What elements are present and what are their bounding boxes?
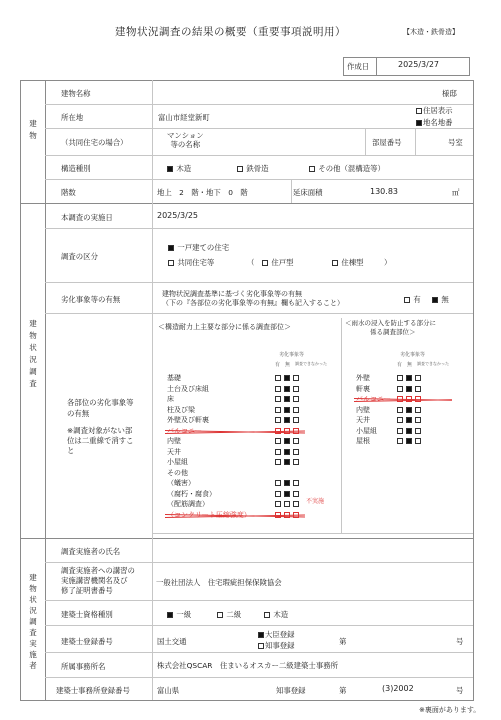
- structure-other-checkbox: [309, 166, 315, 172]
- structural-checkbox-unable: [293, 375, 299, 381]
- registration-dai: 第: [339, 637, 347, 646]
- rain-checkbox-yes: [397, 417, 403, 423]
- structural-item-label: 小屋組: [167, 458, 188, 466]
- structural-checkbox-unable: [293, 396, 299, 402]
- degradation-yes-checkbox: [404, 297, 410, 303]
- structural-checkbox-unable: [293, 491, 299, 497]
- registration-governor-option: 知事登録: [258, 640, 295, 651]
- license-wood-option: 木造: [264, 609, 288, 620]
- category-building-option: 住棟型: [332, 257, 364, 268]
- training-label: 調査実施者への講習の 実施講習機関名及び 修了証明書番号: [61, 566, 135, 595]
- rain-item-checkboxes: [397, 437, 424, 446]
- registration-label: 建築士登録番号: [61, 637, 113, 646]
- office-reg-pref: 富山県: [157, 686, 180, 695]
- room-number-suffix: 号室: [448, 138, 463, 147]
- degradation-yes-option: 有: [404, 294, 421, 305]
- structural-checkbox-no: [284, 438, 290, 444]
- document-title: 建物状況調査の結果の概要（重要事項説明用）: [115, 26, 346, 38]
- rain-col-group: 劣化事象等: [400, 352, 426, 358]
- address-lot-checkbox: [416, 120, 422, 126]
- structure-label: 構造種別: [61, 164, 91, 173]
- inspector-name-label: 調査実施者の氏名: [61, 547, 121, 556]
- building-name-suffix: 様邸: [442, 89, 457, 98]
- structural-item-label: 天井: [167, 447, 181, 456]
- structural-checkbox-unable: [293, 386, 299, 392]
- not-performed-note: 不実施: [306, 498, 325, 505]
- office-reg-label: 建築士事務所登録番号: [56, 686, 130, 695]
- rain-item-label: 天井: [356, 416, 370, 424]
- training-value: 一般社団法人 住宅瑕疵担保保険協会: [156, 578, 282, 587]
- parts-note: ※調査対象がない部 位は二重線で消すこ と: [67, 426, 134, 455]
- structural-checkbox-no: [284, 480, 290, 486]
- license-wood-checkbox: [264, 612, 270, 618]
- rain-checkbox-yes: [397, 375, 403, 381]
- address-option-lot: 地名地番: [416, 117, 453, 128]
- license-first-option: 一級: [167, 609, 191, 620]
- structural-item-checkboxes: [275, 374, 302, 383]
- rain-checkbox-unable: [415, 407, 421, 413]
- rain-checkbox-no: [406, 428, 412, 434]
- rain-header-line2: 係る調査部位＞: [370, 328, 416, 336]
- rain-checkbox-yes: [397, 438, 403, 444]
- rain-item-checkboxes: [397, 427, 424, 436]
- struct-col-group: 劣化事象等: [279, 352, 305, 358]
- location-label: 所在地: [61, 113, 84, 122]
- structure-steel-option: 鉄骨造: [237, 163, 269, 174]
- structural-item-checkboxes: [275, 490, 302, 499]
- rain-checkbox-unable: [415, 438, 421, 444]
- structural-checkbox-no: [284, 396, 290, 402]
- structural-checkbox-yes: [275, 417, 281, 423]
- building-name-label: 建物名称: [61, 89, 91, 98]
- structural-checkbox-no: [284, 491, 290, 497]
- structural-checkbox-unable: [293, 417, 299, 423]
- condo-label: （共同住宅の場合）: [61, 138, 128, 147]
- rain-checkbox-unable: [415, 417, 421, 423]
- rain-col-no: 無: [407, 362, 413, 368]
- category-house-option: 住戸型: [262, 257, 294, 268]
- structural-item-label: （配筋調査）: [167, 500, 209, 508]
- category-shared-checkbox: [168, 260, 174, 266]
- rain-checkbox-no: [406, 407, 412, 413]
- structural-item-label: 基礎: [167, 374, 181, 382]
- structural-item-checkboxes: [275, 458, 302, 467]
- license-type-label: 建築士資格種別: [61, 610, 113, 619]
- survey-category-label: 調査の区分: [61, 252, 98, 261]
- structural-item-label: 外壁及び軒裏: [167, 416, 209, 424]
- rain-checkbox-no: [406, 386, 412, 392]
- structural-checkbox-unable: [293, 480, 299, 486]
- structural-checkbox-no: [284, 407, 290, 413]
- rain-item-label: 外壁: [356, 374, 370, 382]
- parts-label: 各部位の劣化事象等 の有無: [67, 398, 134, 418]
- license-second-option: 二級: [217, 609, 241, 620]
- structural-item-label: バルコニー: [167, 426, 202, 435]
- category-building-checkbox: [332, 260, 338, 266]
- license-second-checkbox: [217, 612, 223, 618]
- structural-checkbox-no: [284, 449, 290, 455]
- struct-col-no: 無: [285, 362, 291, 368]
- registration-go: 号: [456, 637, 464, 646]
- registration-prefix: 国土交通: [157, 637, 187, 646]
- structural-checkbox-yes: [275, 375, 281, 381]
- structural-checkbox-yes: [275, 491, 281, 497]
- condo-name-label: マンション 等の名称: [167, 131, 204, 149]
- floors-value: 地上 2 階・地下 0 階: [157, 188, 248, 197]
- category-paren-open: （: [247, 258, 255, 267]
- structural-checkbox-yes: [275, 480, 281, 486]
- structural-checkbox-no: [284, 386, 290, 392]
- category-paren-close: ）: [384, 258, 392, 267]
- rain-col-unable: 調査できなかった: [417, 361, 449, 366]
- rain-checkbox-yes: [397, 386, 403, 392]
- floor-area-value: 130.83: [370, 187, 398, 196]
- registration-minister-option: 大臣登録: [258, 629, 295, 640]
- rain-checkbox-yes: [397, 428, 403, 434]
- structural-header: ＜構造耐力上主要な部分に係る調査部位＞: [158, 323, 291, 331]
- structural-checkbox-yes: [275, 396, 281, 402]
- rain-checkbox-no: [406, 375, 412, 381]
- floor-area-unit: ㎡: [452, 188, 460, 197]
- created-label: 作成日: [347, 62, 370, 71]
- rain-item-checkboxes: [397, 416, 424, 425]
- structural-checkbox-yes: [275, 438, 281, 444]
- rain-item-checkboxes: [397, 385, 424, 394]
- office-reg-type: 知事登録: [276, 686, 306, 695]
- struct-col-unable: 調査できなかった: [295, 361, 327, 366]
- structural-checkbox-no: [284, 417, 290, 423]
- address-option-display: 住居表示: [416, 105, 453, 116]
- location-value: 富山市経堂新町: [158, 113, 210, 122]
- structural-item-checkboxes: [275, 479, 302, 488]
- rain-checkbox-unable: [415, 375, 421, 381]
- rain-checkbox-unable: [415, 386, 421, 392]
- structural-checkbox-yes: [275, 386, 281, 392]
- structural-item-label: 内壁: [167, 437, 181, 445]
- structural-checkbox-no: [284, 501, 290, 507]
- degradation-label: 劣化事象等の有無: [61, 295, 121, 304]
- structural-checkbox-unable: [293, 459, 299, 465]
- structural-item-label: （コンクリート圧縮強度）: [167, 510, 251, 519]
- rain-checkbox-yes: [397, 407, 403, 413]
- structure-type-tag: 【木造・鉄骨造】: [403, 28, 459, 36]
- rain-item-label: 小屋組: [356, 426, 377, 435]
- structure-wood-option: 木造: [167, 163, 191, 174]
- office-reg-number: (3)2002: [382, 684, 414, 693]
- structural-item-checkboxes: [275, 500, 302, 509]
- degradation-no-option: 無: [432, 294, 449, 305]
- category-detached-option: 一戸建ての住宅: [168, 242, 229, 253]
- registration-minister-checkbox: [258, 632, 264, 638]
- structural-checkbox-unable: [293, 449, 299, 455]
- structural-checkbox-yes: [275, 407, 281, 413]
- structural-item-label: （腐朽・腐食）: [167, 489, 216, 498]
- category-shared-option: 共同住宅等: [168, 257, 214, 268]
- structure-wood-checkbox: [167, 166, 173, 172]
- structure-other-option: その他（混構造等）: [309, 163, 385, 174]
- category-house-checkbox: [262, 260, 268, 266]
- structural-checkbox-unable: [293, 438, 299, 444]
- structural-checkbox-unable: [293, 407, 299, 413]
- structural-item-checkboxes: [275, 437, 302, 446]
- structural-item-label: 土台及び床組: [167, 384, 209, 393]
- degradation-note-line2: （下の『各部位の劣化事象等の有無』欄も記入すること）: [162, 299, 344, 307]
- license-first-checkbox: [167, 612, 173, 618]
- rain-checkbox-no: [406, 417, 412, 423]
- degradation-note-line1: 建物状況調査基準に基づく劣化事象等の有無: [162, 290, 302, 298]
- structural-checkbox-unable: [293, 501, 299, 507]
- structural-item-label: 床: [167, 395, 174, 403]
- rain-item-checkboxes: [397, 406, 424, 415]
- rain-item-label: 屋根: [356, 437, 370, 445]
- struct-col-yes: 有: [275, 362, 281, 368]
- registration-governor-checkbox: [258, 643, 264, 649]
- structural-checkbox-yes: [275, 449, 281, 455]
- structural-checkbox-yes: [275, 501, 281, 507]
- rain-checkbox-no: [406, 438, 412, 444]
- structural-item-checkboxes: [275, 385, 302, 394]
- structural-item-checkboxes: [275, 395, 302, 404]
- structural-checkbox-no: [284, 375, 290, 381]
- created-date: 2025/3/27: [398, 60, 440, 69]
- structural-item-label: 柱及び梁: [167, 405, 195, 414]
- category-detached-checkbox: [168, 245, 174, 251]
- office-label: 所属事務所名: [61, 662, 106, 671]
- structural-checkbox-yes: [275, 459, 281, 465]
- office-reg-go: 号: [456, 686, 464, 695]
- rain-checkbox-unable: [415, 428, 421, 434]
- address-display-checkbox: [416, 108, 422, 114]
- survey-date-label: 本調査の実施日: [61, 213, 113, 222]
- structural-item-checkboxes: [275, 406, 302, 415]
- degradation-no-checkbox: [432, 297, 438, 303]
- rain-item-checkboxes: [397, 374, 424, 383]
- rain-item-label: 内壁: [356, 405, 370, 414]
- structural-item-label: （蟻害）: [167, 479, 195, 487]
- footer-note: ※裏面があります。: [419, 706, 481, 714]
- rain-item-label: 軒裏: [356, 384, 370, 393]
- structural-item-label: その他: [167, 468, 188, 477]
- section-inspector-label: 建物状況調査実施者: [29, 573, 37, 670]
- rain-item-label: バルコニー: [356, 395, 391, 403]
- section-survey-label: 建物状況調査: [29, 319, 37, 388]
- structure-steel-checkbox: [237, 166, 243, 172]
- structural-item-checkboxes: [275, 448, 302, 457]
- structural-checkbox-no: [284, 459, 290, 465]
- rain-col-yes: 有: [397, 362, 403, 368]
- floors-label: 階数: [61, 188, 76, 197]
- section-building-label: 建物: [29, 119, 37, 140]
- office-reg-dai: 第: [339, 686, 347, 695]
- survey-date-value: 2025/3/25: [157, 211, 199, 220]
- structural-item-checkboxes: [275, 416, 302, 425]
- room-number-label: 部屋番号: [372, 138, 402, 147]
- floor-area-label: 延床面積: [293, 188, 323, 197]
- rain-header-line1: ＜雨水の浸入を防止する部分に: [345, 319, 436, 327]
- office-value: 株式会社QSCAR 住まいるオスカー二級建築士事務所: [157, 661, 338, 670]
